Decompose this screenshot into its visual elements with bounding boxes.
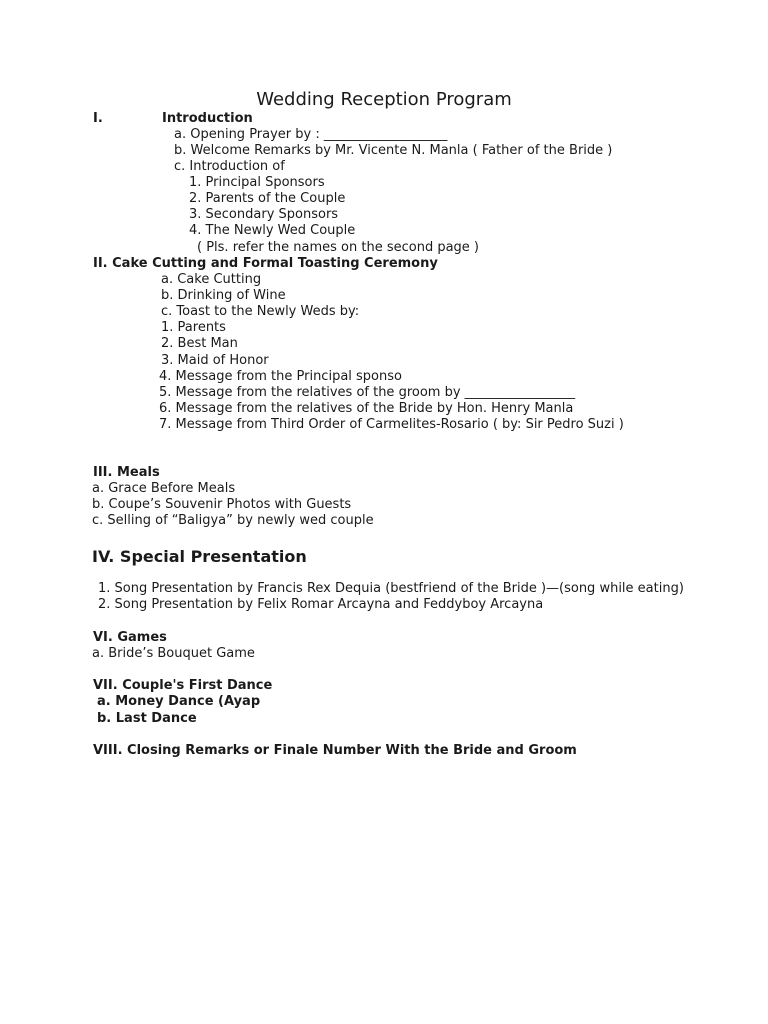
section-1-item-c: c. Introduction of (174, 159, 285, 174)
section-4-item-1: 1. Song Presentation by Francis Rex Dequia (bestfriend of the Bride )—(song while eating) (98, 581, 684, 596)
page-title: Wedding Reception Program (256, 89, 512, 110)
section-8-heading: VIII. Closing Remarks or Finale Number With the Bride and Groom (93, 743, 577, 758)
section-2-subitem-1: 1. Parents (161, 320, 226, 335)
section-4-item-2: 2. Song Presentation by Felix Romar Arcayna and Feddyboy Arcayna (98, 597, 544, 612)
section-2-item-c: c. Toast to the Newly Weds by: (161, 304, 360, 319)
section-4-heading: IV. Special Presentation (92, 547, 307, 566)
section-6-item-a: a. Bride’s Bouquet Game (92, 646, 255, 661)
section-2-subitem-3: 3. Maid of Honor (161, 353, 269, 368)
section-3-item-c: c. Selling of “Baligya” by newly wed couple (92, 513, 374, 528)
section-1-note: ( Pls. refer the names on the second page ) (197, 240, 480, 255)
section-7-item-b: b. Last Dance (97, 711, 197, 726)
section-2-item-4: 4. Message from the Principal sponso (159, 369, 402, 384)
section-3-item-b: b. Coupe’s Souvenir Photos with Guests (92, 497, 352, 512)
section-6-heading: VI. Games (93, 630, 167, 645)
section-2-item-7: 7. Message from Third Order of Carmelites-Rosario ( by: Sir Pedro Suzi ) (159, 417, 624, 432)
section-1-number: I. (93, 111, 103, 126)
section-1-subitem-2: 2. Parents of the Couple (189, 191, 346, 206)
section-7-item-a: a. Money Dance (Ayap (97, 694, 261, 709)
section-2-heading: II. Cake Cutting and Formal Toasting Ceremony (93, 256, 438, 271)
section-1-subitem-4: 4. The Newly Wed Couple (189, 223, 356, 238)
section-1-item-a: a. Opening Prayer by : ___________________ (174, 127, 448, 142)
section-1-heading: Introduction (162, 111, 253, 126)
section-1-subitem-1: 1. Principal Sponsors (189, 175, 325, 190)
section-2-item-6: 6. Message from the relatives of the Bride by Hon. Henry Manla (159, 401, 574, 416)
section-1-item-b: b. Welcome Remarks by Mr. Vicente N. Manla ( Father of the Bride ) (174, 143, 613, 158)
section-3-item-a: a. Grace Before Meals (92, 481, 236, 496)
section-2-item-a: a. Cake Cutting (161, 272, 262, 287)
section-3-heading: III. Meals (93, 465, 160, 480)
section-2-item-5: 5. Message from the relatives of the groom by _________________ (159, 385, 576, 400)
section-1-subitem-3: 3. Secondary Sponsors (189, 207, 339, 222)
section-7-heading: VII. Couple's First Dance (93, 678, 273, 693)
section-2-item-b: b. Drinking of Wine (161, 288, 286, 303)
section-2-subitem-2: 2. Best Man (161, 336, 238, 351)
